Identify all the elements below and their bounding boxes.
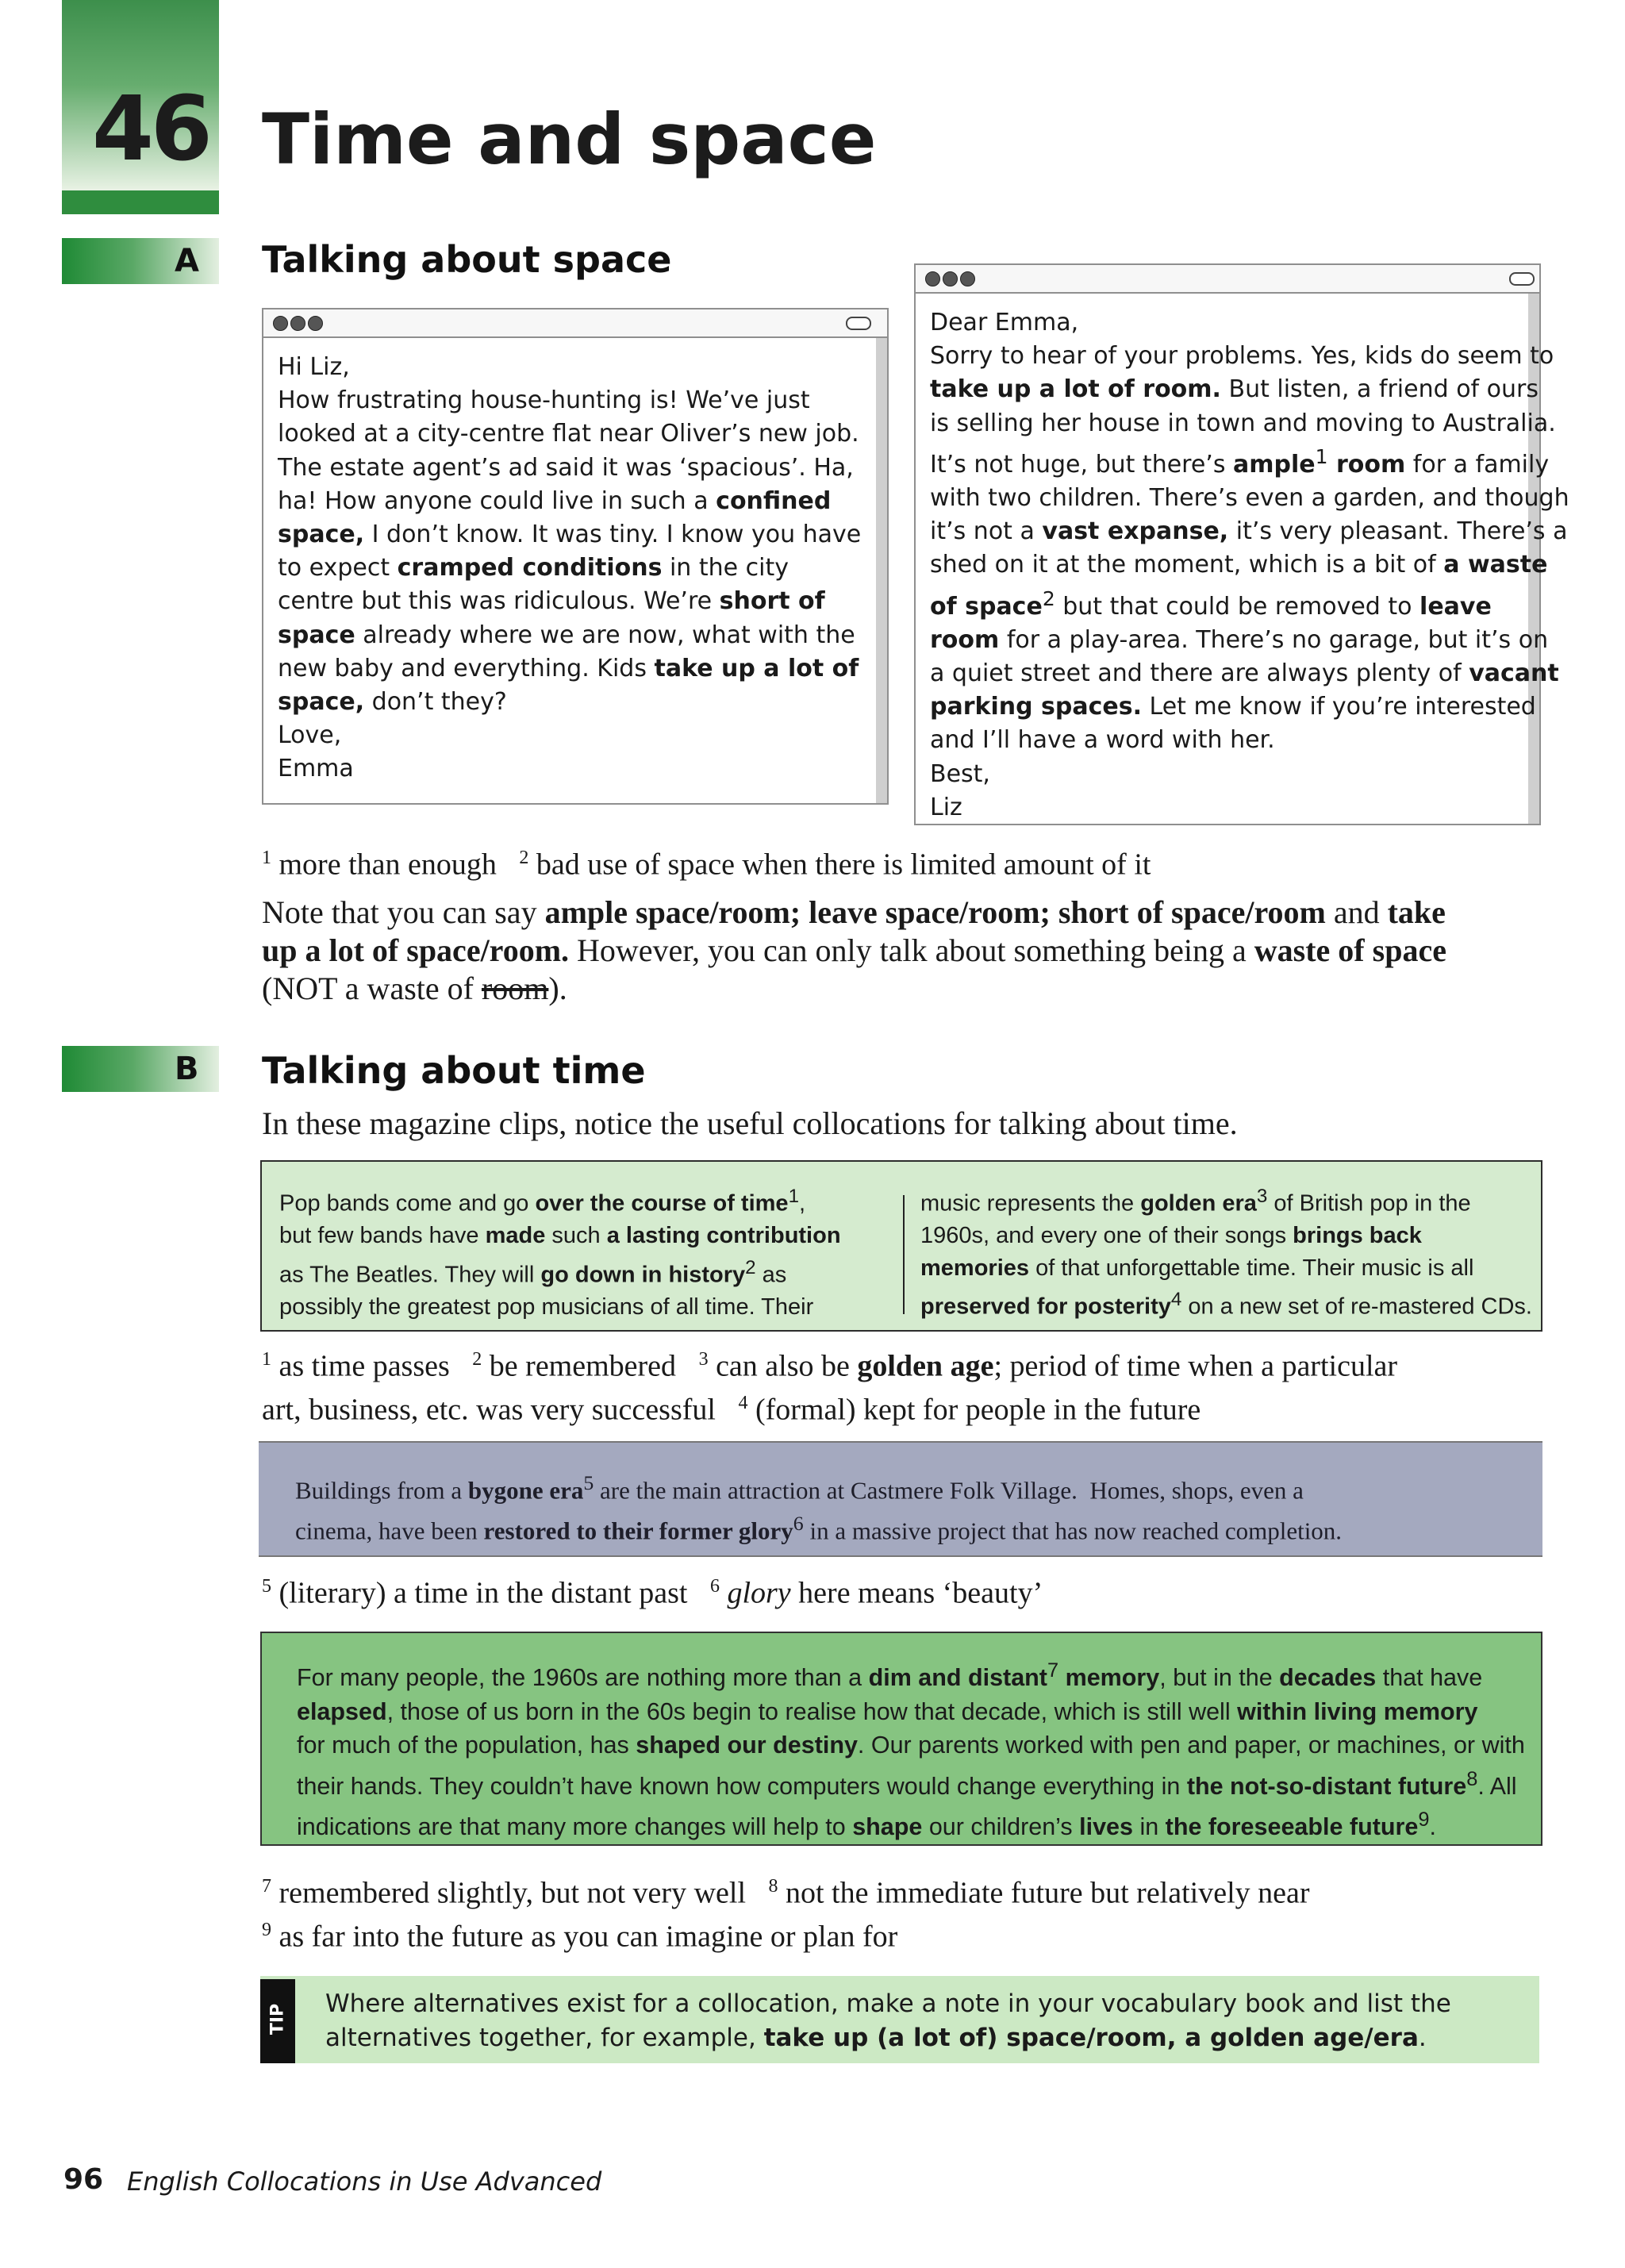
text-line xyxy=(278,552,861,585)
text-run: Buildings from a xyxy=(295,1476,468,1505)
window-minimize-icon[interactable] xyxy=(943,271,958,286)
collocation-bold: made xyxy=(485,1223,546,1249)
collocation-bold: go down in history xyxy=(540,1262,746,1288)
text-run: music represents the xyxy=(920,1190,1141,1217)
text-run: to expect xyxy=(278,554,398,582)
collocation-bold: shape xyxy=(852,1813,923,1841)
text-run: alternatives together, for example, xyxy=(325,2024,764,2052)
text-run: How frustrating house-hunting is! We’ve just xyxy=(278,386,810,415)
collocation-bold: dim and distant xyxy=(868,1664,1047,1692)
footnote-marker: 2 xyxy=(745,1256,756,1278)
text-run: with two children. There’s even a garden, and though xyxy=(930,484,1569,513)
clip3-footnotes xyxy=(262,1868,1310,1955)
collocation-bold: leave xyxy=(1419,592,1492,621)
text-line xyxy=(297,1695,1525,1729)
collocation-bold: take up a lot of room. xyxy=(930,375,1221,404)
text-line xyxy=(930,306,1569,340)
text-line xyxy=(262,1868,1310,1912)
text-run: ). xyxy=(548,971,567,1006)
collocation-bold: decades xyxy=(1279,1664,1377,1692)
collocation-bold: the not-so-distant future xyxy=(1186,1772,1467,1800)
collocation-bold: ample space/room; leave space/room; short of space/room xyxy=(544,894,1326,930)
text-line xyxy=(920,1220,1532,1252)
footnote-marker: 3 xyxy=(698,1349,709,1370)
text-run: remembered slightly, but not very well xyxy=(271,1876,769,1910)
footnote-marker: 1 xyxy=(262,1349,271,1370)
text-line xyxy=(920,1252,1532,1285)
text-line xyxy=(262,970,1547,1008)
text-run: but that could be removed to xyxy=(1055,592,1420,621)
toolbar-toggle-icon[interactable] xyxy=(846,317,871,330)
clip1-right-column xyxy=(920,1181,1532,1323)
text-line xyxy=(297,1803,1525,1844)
collocation-bold: bygone era xyxy=(467,1476,584,1505)
text-line xyxy=(278,452,861,485)
collocation-bold: room xyxy=(1327,450,1406,479)
footnote-marker: 9 xyxy=(1418,1809,1430,1832)
text-run: Love, xyxy=(278,721,342,750)
text-line xyxy=(930,407,1569,440)
clip2-footnotes xyxy=(262,1568,1043,1612)
text-run: Sorry to hear of your problems. Yes, kids do seem to xyxy=(930,342,1554,371)
text-run: can also be xyxy=(708,1349,858,1383)
text-line xyxy=(278,384,861,417)
text-line xyxy=(920,1181,1532,1220)
text-run: For many people, the 1960s are nothing more than a xyxy=(297,1664,869,1692)
text-line xyxy=(262,1341,1397,1385)
clip1-footnotes xyxy=(262,1341,1397,1428)
text-line xyxy=(278,619,861,652)
text-run: it’s very pleasant. There’s a xyxy=(1228,517,1568,546)
text-run: as The Beatles. They will xyxy=(279,1262,541,1288)
collocation-bold: lives xyxy=(1079,1813,1133,1841)
collocation-bold: cramped conditions xyxy=(397,554,663,582)
text-run: more than enough xyxy=(271,848,520,882)
text-run: our children’s xyxy=(922,1813,1080,1841)
text-line xyxy=(278,518,861,552)
text-run: possibly the greatest pop musicians of all time. Their xyxy=(279,1294,814,1320)
magazine-clip-beatles xyxy=(260,1160,1542,1332)
tip-label-tab xyxy=(260,1979,295,2063)
text-line xyxy=(278,351,861,384)
footnote-marker: 2 xyxy=(472,1349,482,1370)
text-run: Note that you can say xyxy=(262,894,545,930)
text-line xyxy=(278,485,861,518)
text-run: (NOT a waste of xyxy=(262,971,482,1006)
text-run: shed on it at the moment, which is a bit of xyxy=(930,551,1444,579)
text-run: in the city xyxy=(662,554,789,582)
text-run: of that unforgettable time. Their music is all xyxy=(1029,1255,1474,1281)
window-zoom-icon[interactable] xyxy=(960,271,975,286)
clip2-text xyxy=(295,1467,1342,1548)
footnote-marker: 1 xyxy=(1315,444,1328,468)
section-b-title: Talking about time xyxy=(262,1049,646,1092)
section-a-footnotes xyxy=(262,840,1151,883)
text-line xyxy=(930,624,1569,657)
text-line xyxy=(297,1763,1525,1804)
footnote-marker: 5 xyxy=(583,1471,594,1494)
text-run: be remembered xyxy=(482,1349,699,1383)
window-close-icon[interactable] xyxy=(273,316,288,331)
text-run: as time passes xyxy=(271,1349,473,1383)
collocation-bold: memory xyxy=(1058,1664,1160,1692)
text-run: on a new set of re-mastered CDs. xyxy=(1181,1294,1532,1320)
text-run: as far into the future as you can imagine or plan for xyxy=(271,1920,898,1954)
collocation-bold: golden era xyxy=(1140,1190,1257,1217)
text-run: and I’ll have a word with her. xyxy=(930,726,1275,755)
collocation-bold: take xyxy=(1387,894,1446,930)
text-line xyxy=(278,585,861,618)
text-run: for a play-area. There’s no garage, but it’s on xyxy=(999,625,1549,654)
text-run: ha! How anyone could live in such a xyxy=(278,486,716,515)
text-run: cinema, have been xyxy=(295,1516,484,1545)
text-run: But listen, a friend of ours xyxy=(1220,375,1539,404)
text-line xyxy=(930,440,1569,482)
email-window-left xyxy=(262,308,889,805)
text-run: I don’t know. It was tiny. I know you have xyxy=(364,521,862,549)
clip3-text xyxy=(297,1654,1525,1844)
text-run: for a family xyxy=(1405,450,1550,479)
footnote-marker: 9 xyxy=(262,1919,271,1940)
collocation-bold: confined xyxy=(716,486,832,515)
section-a-note xyxy=(262,894,1547,1008)
collocation-bold: parking spaces. xyxy=(930,693,1142,721)
unit-number: 46 xyxy=(92,78,209,181)
footnote-marker: 8 xyxy=(768,1876,778,1897)
text-line xyxy=(930,548,1569,582)
collocation-bold: the foreseeable future xyxy=(1165,1813,1419,1841)
text-line xyxy=(920,1284,1532,1323)
text-line xyxy=(262,840,1151,883)
collocation-bold: restored to their former glory xyxy=(483,1516,793,1545)
text-run: Dear Emma, xyxy=(930,309,1079,336)
text-run: ; period of time when a particular xyxy=(993,1349,1398,1383)
text-run: , xyxy=(799,1190,806,1217)
magazine-clip-village xyxy=(259,1441,1542,1557)
text-line xyxy=(930,724,1569,757)
text-run: of British pop in the xyxy=(1267,1190,1471,1217)
text-line xyxy=(278,417,861,451)
collocation-bold: preserved for posterity xyxy=(920,1294,1171,1320)
text-run: new baby and everything. Kids xyxy=(278,654,655,682)
text-run: However, you can only talk about something being a xyxy=(569,932,1254,968)
collocation-bold: take up (a lot of) space/room, a golden age/era xyxy=(763,2024,1419,2052)
text-line xyxy=(325,2021,1451,2055)
text-line xyxy=(262,1568,1043,1612)
collocation-bold: golden age xyxy=(857,1349,994,1383)
text-run: not the immediate future but relatively near xyxy=(778,1876,1310,1910)
text-run: Pop bands come and go xyxy=(279,1190,536,1217)
text-run: It’s not huge, but there’s xyxy=(930,450,1234,479)
collocation-bold: room xyxy=(930,625,1000,654)
text-line xyxy=(325,1987,1451,2021)
text-run: Where alternatives exist for a collocation, make a note in your vocabulary book and list the xyxy=(325,1989,1451,2018)
footnote-marker: 1 xyxy=(262,848,271,868)
text-run: (literary) a time in the distant past xyxy=(271,1576,710,1610)
text-run: . xyxy=(1429,1813,1436,1841)
text-line xyxy=(279,1220,841,1252)
text-run: in a massive project that has now reached completion. xyxy=(803,1516,1343,1545)
unit-divider-bar xyxy=(62,190,219,214)
text-run: as xyxy=(755,1262,787,1288)
collocation-bold: within living memory xyxy=(1237,1697,1478,1725)
text-run: it’s not a xyxy=(930,517,1043,546)
text-run: Hi Liz, xyxy=(278,353,350,381)
magazine-clip-1960s xyxy=(260,1632,1542,1846)
window-zoom-icon[interactable] xyxy=(308,316,323,331)
footnote-marker: 1 xyxy=(788,1186,799,1207)
text-run: art, business, etc. was very successful xyxy=(262,1393,739,1427)
text-run: are the main attraction at Castmere Folk Village. Homes, shops, even a xyxy=(594,1476,1304,1505)
collocation-bold: space, xyxy=(278,688,365,717)
collocation-bold: space, xyxy=(278,521,365,549)
section-a-letter: A xyxy=(175,243,199,279)
collocation-bold: over the course of time xyxy=(535,1190,789,1217)
collocation-bold: waste of space xyxy=(1254,932,1446,968)
window-close-icon[interactable] xyxy=(925,271,940,286)
tip-text xyxy=(325,1987,1451,2055)
text-line xyxy=(297,1654,1525,1695)
text-run: glory xyxy=(727,1576,791,1610)
text-run: in xyxy=(1132,1813,1166,1841)
text-run: centre but this was ridiculous. We’re xyxy=(278,587,720,616)
collocation-bold: vast expanse, xyxy=(1042,517,1229,546)
footnote-marker: 5 xyxy=(262,1576,271,1597)
text-run: for much of the population, has xyxy=(297,1732,636,1759)
collocation-bold: shaped our destiny xyxy=(636,1732,858,1759)
text-line xyxy=(278,686,861,719)
text-line xyxy=(262,1912,1310,1955)
text-line xyxy=(930,373,1569,406)
collocation-bold: vacant xyxy=(1469,659,1559,688)
footnote-marker: 7 xyxy=(262,1876,271,1897)
book-title: English Collocations in Use Advanced xyxy=(127,2166,602,2197)
email-left-body xyxy=(278,351,861,786)
text-run: indications are that many more changes will help to xyxy=(297,1813,853,1841)
column-divider xyxy=(903,1195,905,1314)
collocation-bold: memories xyxy=(920,1255,1030,1281)
collocation-bold: take up a lot of xyxy=(654,654,859,682)
footnote-marker: 4 xyxy=(1170,1289,1182,1311)
text-line xyxy=(930,657,1569,690)
footnote-marker: 7 xyxy=(1047,1659,1059,1682)
text-line xyxy=(295,1507,1342,1547)
collocation-bold: a waste xyxy=(1443,551,1548,579)
footnote-marker: 6 xyxy=(709,1576,720,1597)
text-run: looked at a city-centre flat near Oliver’s new job. xyxy=(278,420,859,448)
text-line xyxy=(930,582,1569,624)
collocation-bold: of space xyxy=(930,592,1043,621)
section-b-intro: In these magazine clips, notice the useful collocations for talking about time. xyxy=(262,1105,1238,1141)
text-line xyxy=(262,894,1547,932)
collocation-bold: a lasting contribution xyxy=(606,1223,841,1249)
email-right-body xyxy=(930,306,1569,825)
footnote-marker: 8 xyxy=(1466,1767,1478,1790)
text-line xyxy=(930,758,1569,791)
text-run: their hands. They couldn’t have known how computers would change everything in xyxy=(297,1772,1187,1800)
text-run: and xyxy=(1325,894,1388,930)
text-run: The estate agent’s ad said it was ‘spacious’. Ha, xyxy=(278,453,854,482)
text-run: Let me know if you’re interested xyxy=(1141,693,1536,721)
text-run: that have xyxy=(1376,1664,1483,1692)
text-line xyxy=(278,752,861,786)
footnote-marker: 4 xyxy=(738,1392,748,1413)
text-line xyxy=(279,1252,841,1291)
window-minimize-icon[interactable] xyxy=(290,316,305,331)
text-run: already where we are now, what with the xyxy=(355,621,855,649)
text-line xyxy=(262,932,1547,970)
text-run: but few bands have xyxy=(279,1223,486,1249)
text-run: . xyxy=(1418,2024,1427,2052)
text-run: Best, xyxy=(930,759,990,788)
text-line xyxy=(930,340,1569,373)
page-number: 96 xyxy=(63,2163,104,2196)
footnote-marker: 2 xyxy=(1042,586,1055,610)
text-line xyxy=(930,515,1569,548)
text-run: 1960s, and every one of their songs xyxy=(920,1223,1293,1249)
text-run: room xyxy=(481,971,549,1006)
tip-label: TIP xyxy=(267,2003,288,2035)
text-line xyxy=(930,482,1569,515)
text-line xyxy=(279,1291,841,1324)
text-run: is selling her house in town and moving to Australia. xyxy=(930,409,1556,437)
section-a-title: Talking about space xyxy=(262,238,672,281)
text-run: , those of us born in the 60s begin to realise how that decade, which is still well xyxy=(386,1697,1238,1725)
window-titlebar xyxy=(916,265,1539,294)
page-title: Time and space xyxy=(262,98,877,180)
text-run: bad use of space when there is limited amount of it xyxy=(528,848,1151,882)
collocation-bold: up a lot of space/room. xyxy=(262,932,570,968)
text-line xyxy=(930,690,1569,724)
footnote-marker: 6 xyxy=(793,1512,804,1536)
text-run: a quiet street and there are always plenty of xyxy=(930,659,1469,688)
toolbar-toggle-icon[interactable] xyxy=(1509,272,1535,286)
collocation-bold: short of xyxy=(719,587,825,616)
text-line xyxy=(295,1467,1342,1507)
text-line xyxy=(279,1181,841,1220)
window-titlebar xyxy=(263,309,887,338)
footnote-marker: 2 xyxy=(519,848,529,868)
text-run: Liz xyxy=(930,793,962,821)
text-run: , but in the xyxy=(1159,1664,1280,1692)
footnote-marker: 3 xyxy=(1256,1186,1268,1207)
text-line xyxy=(262,1385,1397,1428)
text-run: such xyxy=(545,1223,607,1249)
collocation-bold: brings back xyxy=(1293,1223,1422,1249)
text-run: . Our parents worked with pen and paper, or machines, or with xyxy=(857,1732,1525,1759)
email-window-right xyxy=(914,263,1569,825)
text-run: Emma xyxy=(278,755,354,783)
text-run: here means ‘beauty’ xyxy=(790,1576,1043,1610)
collocation-bold: ample xyxy=(1233,450,1316,479)
collocation-bold: space xyxy=(278,621,355,649)
section-b-letter: B xyxy=(175,1051,199,1087)
text-run: (formal) kept for people in the future xyxy=(747,1393,1201,1427)
text-run: . All xyxy=(1477,1772,1517,1800)
text-line xyxy=(278,719,861,752)
text-run: don’t they? xyxy=(364,688,507,717)
collocation-bold: elapsed xyxy=(297,1697,387,1725)
text-line xyxy=(930,791,1569,825)
text-line xyxy=(278,652,861,686)
clip1-left-column xyxy=(279,1181,841,1323)
text-line xyxy=(297,1728,1525,1763)
